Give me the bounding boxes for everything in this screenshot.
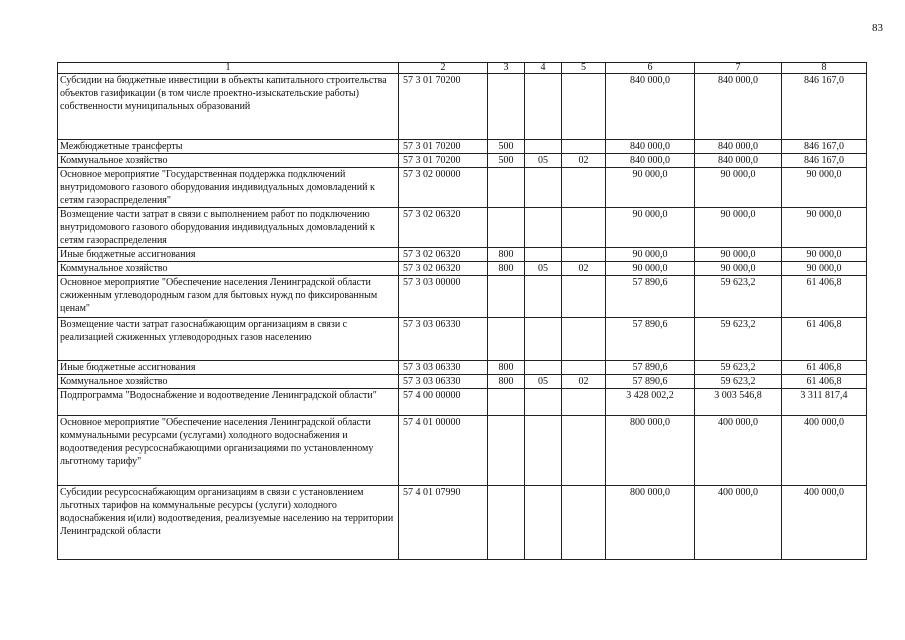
- amount-year-2: 90 000,0: [695, 168, 782, 208]
- target-code: 57 4 00 00000: [399, 389, 488, 416]
- expense-type: [488, 168, 525, 208]
- subsection-code: 02: [562, 154, 606, 168]
- table-row: [58, 262, 867, 276]
- amount-year-3: 61 406,8: [782, 276, 867, 318]
- expense-type: [488, 74, 525, 140]
- target-code: 57 3 02 06320: [399, 248, 488, 262]
- column-header: 4: [525, 63, 562, 74]
- row-name: Коммунальное хозяйство: [58, 262, 399, 276]
- section-code: [525, 486, 562, 560]
- amount-year-1: 57 890,6: [606, 375, 695, 389]
- amount-year-3: 846 167,0: [782, 140, 867, 154]
- target-code: 57 3 02 00000: [399, 168, 488, 208]
- target-code: 57 4 01 07990: [399, 486, 488, 560]
- budget-table: [57, 62, 867, 560]
- amount-year-3: 846 167,0: [782, 154, 867, 168]
- section-code: [525, 416, 562, 486]
- amount-year-2: 840 000,0: [695, 154, 782, 168]
- subsection-code: [562, 208, 606, 248]
- expense-type: 500: [488, 140, 525, 154]
- subsection-code: [562, 486, 606, 560]
- table-row: [58, 154, 867, 168]
- target-code: 57 3 03 06330: [399, 375, 488, 389]
- amount-year-2: 840 000,0: [695, 74, 782, 140]
- subsection-code: [562, 361, 606, 375]
- row-name: Коммунальное хозяйство: [58, 154, 399, 168]
- row-name: Основное мероприятие "Обеспечение населения Ленинградской области сжиженным углеводородным газом для бытовых нужд по фиксированным ценам": [58, 276, 399, 318]
- column-header: 3: [488, 63, 525, 74]
- amount-year-3: 90 000,0: [782, 168, 867, 208]
- amount-year-2: 840 000,0: [695, 140, 782, 154]
- column-header: 7: [695, 63, 782, 74]
- table-row: [58, 208, 867, 248]
- table-row: [58, 318, 867, 361]
- amount-year-1: 90 000,0: [606, 262, 695, 276]
- expense-type: [488, 318, 525, 361]
- subsection-code: [562, 248, 606, 262]
- section-code: 05: [525, 154, 562, 168]
- expense-type: [488, 276, 525, 318]
- section-code: [525, 248, 562, 262]
- section-code: [525, 361, 562, 375]
- subsection-code: [562, 168, 606, 208]
- row-name: Коммунальное хозяйство: [58, 375, 399, 389]
- section-code: 05: [525, 262, 562, 276]
- amount-year-1: 800 000,0: [606, 416, 695, 486]
- amount-year-2: 59 623,2: [695, 361, 782, 375]
- section-code: [525, 276, 562, 318]
- column-header: 6: [606, 63, 695, 74]
- section-code: [525, 168, 562, 208]
- amount-year-2: 3 003 546,8: [695, 389, 782, 416]
- row-name: Возмещение части затрат газоснабжающим организациям в связи с реализацией сжиженных углеводородных газов населению: [58, 318, 399, 361]
- page-number: 83: [872, 22, 883, 34]
- target-code: 57 3 03 00000: [399, 276, 488, 318]
- amount-year-1: 57 890,6: [606, 361, 695, 375]
- section-code: [525, 140, 562, 154]
- amount-year-3: 61 406,8: [782, 375, 867, 389]
- amount-year-3: 846 167,0: [782, 74, 867, 140]
- column-header: 8: [782, 63, 867, 74]
- target-code: 57 3 03 06330: [399, 361, 488, 375]
- amount-year-1: 3 428 002,2: [606, 389, 695, 416]
- amount-year-2: 90 000,0: [695, 248, 782, 262]
- target-code: 57 3 02 06320: [399, 262, 488, 276]
- table-row: [58, 389, 867, 416]
- row-name: Подпрограмма "Водоснабжение и водоотведение Ленинградской области": [58, 389, 399, 416]
- row-name: Субсидии ресурсоснабжающим организациям в связи с установлением льготных тарифов на коммунальные ресурсы (услуги) холодного водоснабжения и(или) водоотведения, реализуемые населению на территории Ленинградской области: [58, 486, 399, 560]
- table-row: [58, 416, 867, 486]
- subsection-code: [562, 389, 606, 416]
- amount-year-1: 57 890,6: [606, 276, 695, 318]
- amount-year-1: 90 000,0: [606, 208, 695, 248]
- expense-type: 800: [488, 375, 525, 389]
- amount-year-3: 90 000,0: [782, 248, 867, 262]
- target-code: 57 3 01 70200: [399, 154, 488, 168]
- table-row: [58, 74, 867, 140]
- table-row: [58, 486, 867, 560]
- table-row: [58, 375, 867, 389]
- section-code: 05: [525, 375, 562, 389]
- amount-year-3: 61 406,8: [782, 361, 867, 375]
- amount-year-2: 90 000,0: [695, 208, 782, 248]
- expense-type: [488, 486, 525, 560]
- row-name: Возмещение части затрат в связи с выполнением работ по подключению внутридомового газового оборудования индивидуальных домовладений к сетям газораспределения: [58, 208, 399, 248]
- target-code: 57 3 02 06320: [399, 208, 488, 248]
- amount-year-3: 3 311 817,4: [782, 389, 867, 416]
- section-code: [525, 389, 562, 416]
- column-header: 1: [58, 63, 399, 74]
- row-name: Субсидии на бюджетные инвестиции в объекты капитального строительства объектов газификации (в том числе проектно-изыскательские работы) собственности муниципальных образований: [58, 74, 399, 140]
- amount-year-2: 59 623,2: [695, 318, 782, 361]
- amount-year-2: 90 000,0: [695, 262, 782, 276]
- amount-year-1: 840 000,0: [606, 154, 695, 168]
- table-row: [58, 248, 867, 262]
- section-code: [525, 318, 562, 361]
- row-name: Основное мероприятие "Государственная поддержка подключений внутридомового газового оборудования индивидуальных домовладений к сетям газораспределения": [58, 168, 399, 208]
- column-header: 2: [399, 63, 488, 74]
- subsection-code: [562, 140, 606, 154]
- subsection-code: [562, 276, 606, 318]
- section-code: [525, 74, 562, 140]
- expense-type: 800: [488, 262, 525, 276]
- table-row: [58, 140, 867, 154]
- table-row: [58, 276, 867, 318]
- target-code: 57 3 03 06330: [399, 318, 488, 361]
- subsection-code: [562, 416, 606, 486]
- subsection-code: 02: [562, 262, 606, 276]
- column-header: 5: [562, 63, 606, 74]
- amount-year-2: 59 623,2: [695, 276, 782, 318]
- amount-year-1: 840 000,0: [606, 140, 695, 154]
- expense-type: 800: [488, 361, 525, 375]
- row-name: Иные бюджетные ассигнования: [58, 248, 399, 262]
- amount-year-3: 61 406,8: [782, 318, 867, 361]
- subsection-code: [562, 318, 606, 361]
- row-name: Основное мероприятие "Обеспечение населения Ленинградской области коммунальными ресурсами (услугами) холодного водоснабжения и водоотведения ресурсоснабжающими организациями по установленному льготному тарифу": [58, 416, 399, 486]
- amount-year-1: 90 000,0: [606, 168, 695, 208]
- target-code: 57 3 01 70200: [399, 140, 488, 154]
- section-code: [525, 208, 562, 248]
- amount-year-3: 90 000,0: [782, 208, 867, 248]
- amount-year-3: 400 000,0: [782, 486, 867, 560]
- expense-type: [488, 208, 525, 248]
- row-name: Иные бюджетные ассигнования: [58, 361, 399, 375]
- row-name: Межбюджетные трансферты: [58, 140, 399, 154]
- amount-year-2: 400 000,0: [695, 416, 782, 486]
- expense-type: 800: [488, 248, 525, 262]
- amount-year-2: 59 623,2: [695, 375, 782, 389]
- amount-year-1: 57 890,6: [606, 318, 695, 361]
- expense-type: [488, 389, 525, 416]
- expense-type: [488, 416, 525, 486]
- table-header-row: [58, 63, 867, 74]
- target-code: 57 3 01 70200: [399, 74, 488, 140]
- subsection-code: 02: [562, 375, 606, 389]
- expense-type: 500: [488, 154, 525, 168]
- amount-year-3: 400 000,0: [782, 416, 867, 486]
- subsection-code: [562, 74, 606, 140]
- table-row: [58, 361, 867, 375]
- amount-year-1: 90 000,0: [606, 248, 695, 262]
- table-row: [58, 168, 867, 208]
- target-code: 57 4 01 00000: [399, 416, 488, 486]
- amount-year-1: 800 000,0: [606, 486, 695, 560]
- amount-year-3: 90 000,0: [782, 262, 867, 276]
- amount-year-2: 400 000,0: [695, 486, 782, 560]
- amount-year-1: 840 000,0: [606, 74, 695, 140]
